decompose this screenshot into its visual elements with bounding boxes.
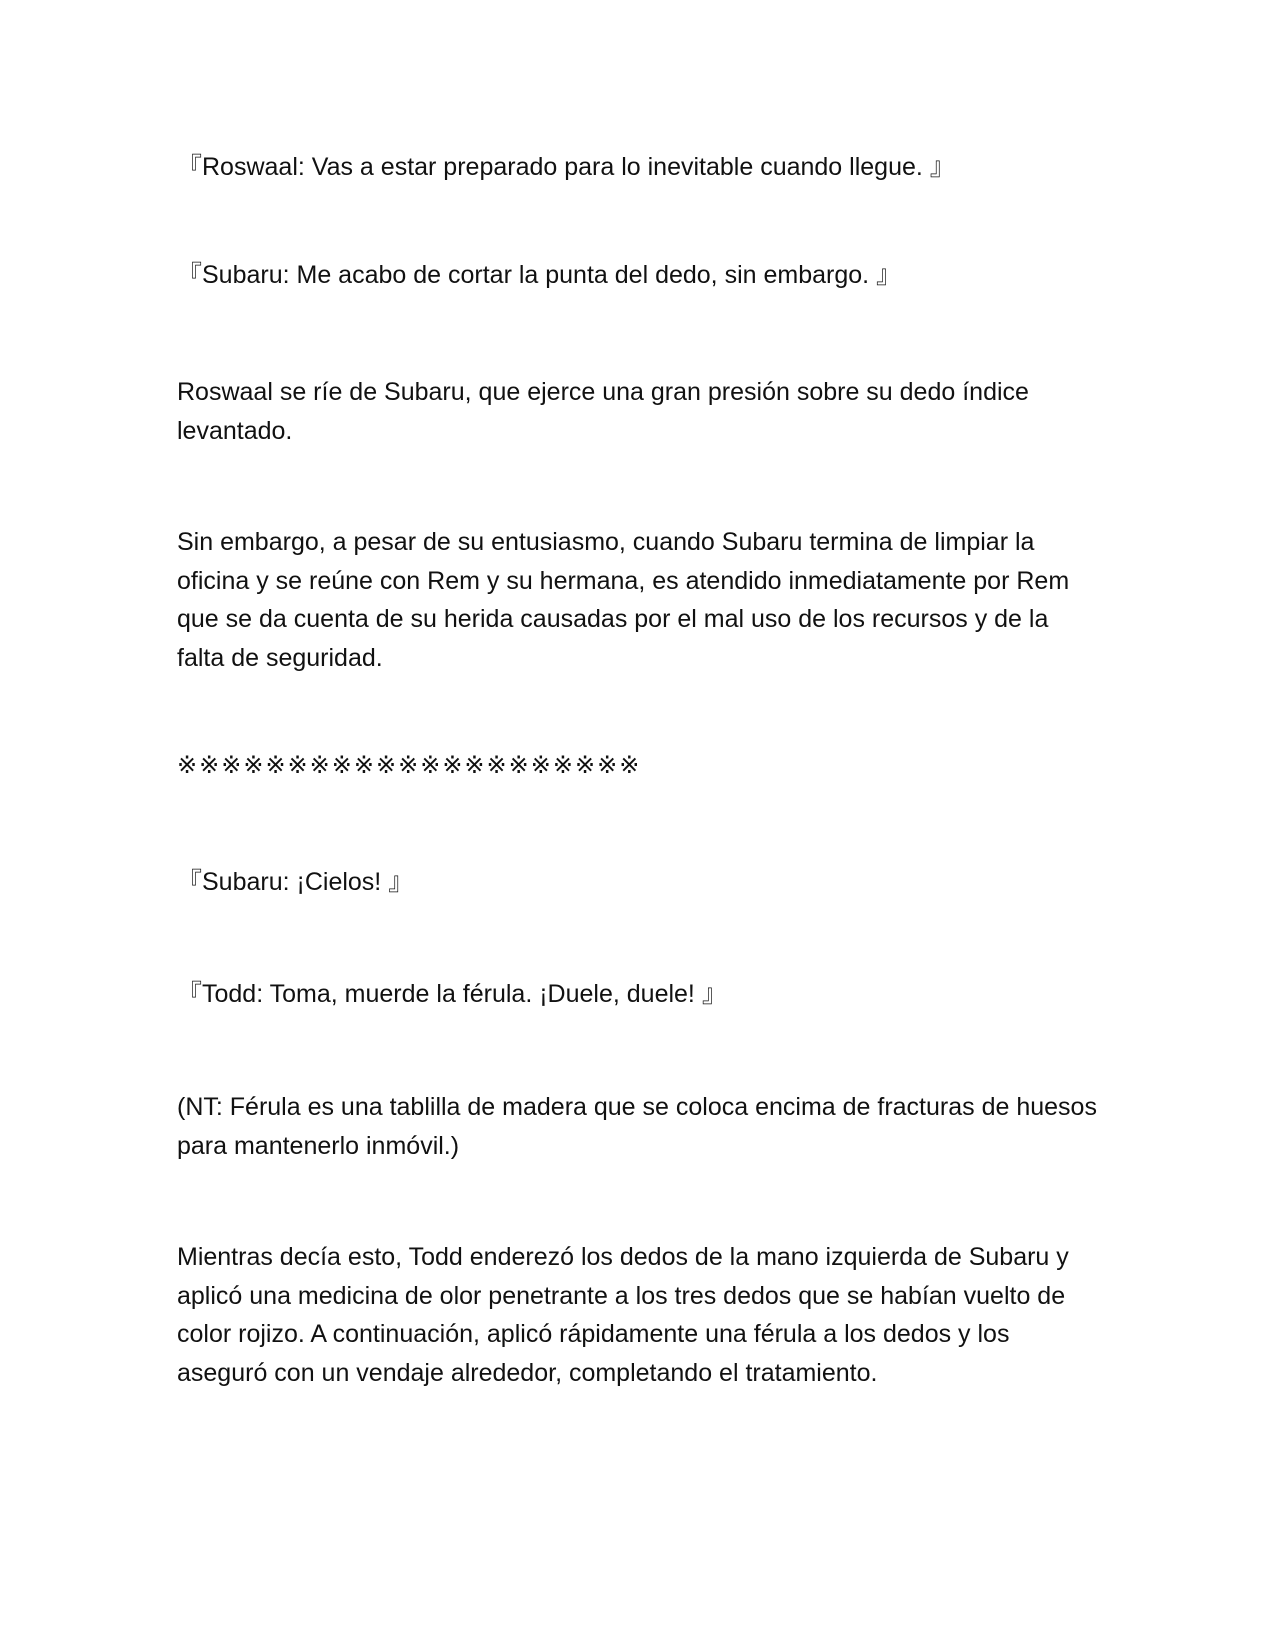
paragraph-rem-treatment: Sin embargo, a pesar de su entusiasmo, cuando Subaru termina de limpiar la oficina y se reúne con Rem y su hermana, es atendido inmediatamente por Rem que se da cuenta de su herida causadas por el mal uso de los recursos y de la falta de seguridad. <box>177 528 1070 672</box>
scene-break-separator: ※※※※※※※※※※※※※※※※※※※※※ <box>177 751 642 779</box>
translator-note: (NT: Férula es una tablilla de madera que se coloca encima de fracturas de huesos para mantenerlo inmóvil.) <box>177 1093 1097 1160</box>
dialogue-todd: 『Todd: Toma, muerde la férula. ¡Duele, duele! 』 <box>177 980 727 1008</box>
dialogue-subaru-cielos: 『Subaru: ¡Cielos! 』 <box>177 868 414 896</box>
dialogue-roswaal: 『Roswaal: Vas a estar preparado para lo inevitable cuando llegue. 』 <box>177 153 955 181</box>
paragraph-todd-treatment: Mientras decía esto, Todd enderezó los dedos de la mano izquierda de Subaru y aplicó una medicina de olor penetrante a los tres dedos que se habían vuelto de color rojizo. A continuación, aplicó rápidamente una férula a los dedos y los aseguró con un vendaje alrededor, completando el tratamiento. <box>177 1243 1069 1387</box>
paragraph-roswaal-laughs: Roswaal se ríe de Subaru, que ejerce una gran presión sobre su dedo índice levantado. <box>177 378 1029 445</box>
dialogue-subaru-finger: 『Subaru: Me acabo de cortar la punta del dedo, sin embargo. 』 <box>177 261 902 289</box>
